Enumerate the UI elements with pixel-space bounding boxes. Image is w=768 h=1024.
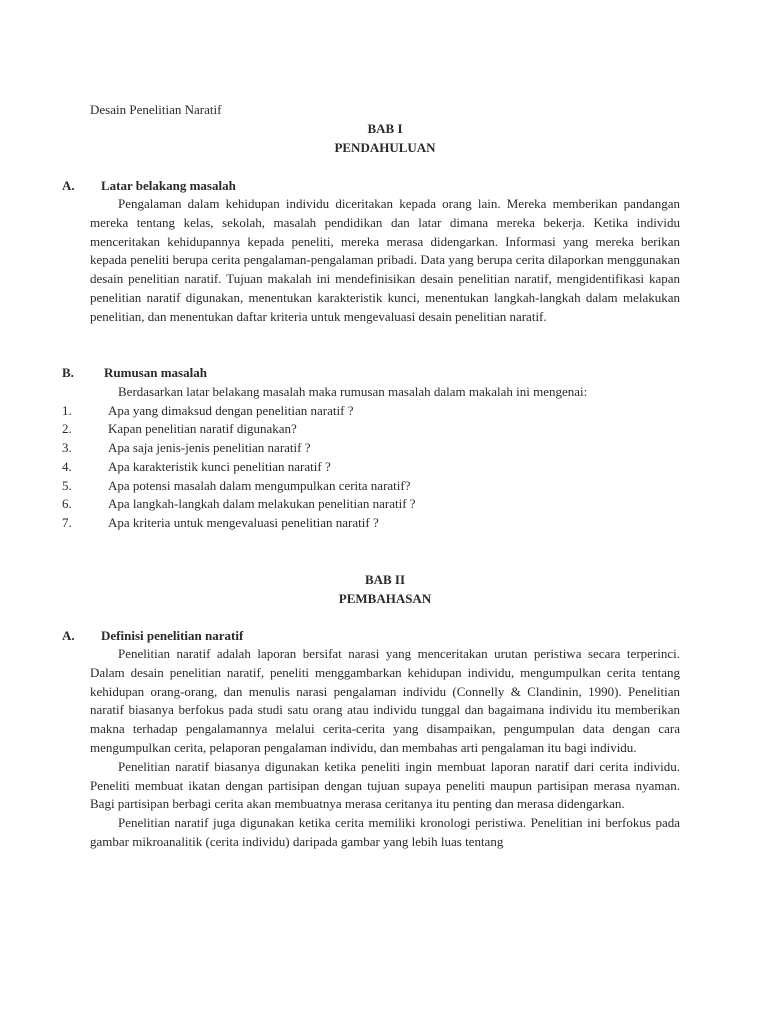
list-item-number: 4.	[62, 459, 72, 474]
bab1-subheading: PENDAHULUAN	[334, 140, 436, 155]
document-title: Desain Penelitian Naratif	[90, 102, 222, 117]
list-item-text: Apa karakteristik kunci penelitian naratif ?	[108, 459, 331, 474]
bab1-section-b-title: Rumusan masalah	[104, 365, 207, 380]
bab1-section-a-title: Latar belakang masalah	[101, 178, 236, 193]
bab2-section-a-marker: A.	[62, 628, 75, 643]
list-item-text: Apa yang dimaksud dengan penelitian naratif ?	[108, 403, 354, 418]
rumusan-intro: Berdasarkan latar belakang masalah maka rumusan masalah dalam makalah ini mengenai:	[118, 384, 588, 399]
latar-belakang-paragraph	[90, 195, 680, 327]
list-item-number: 5.	[62, 478, 72, 493]
definisi-body	[90, 645, 680, 852]
list-item-number: 1.	[62, 403, 72, 418]
latar-belakang-text: Pengalaman dalam kehidupan individu diceritakan kepada orang lain. Mereka memberikan pandangan mereka tentang kelas, sekolah, masalah pendidikan dan latar dimana mereka bekerja. Ketika individu menceritakan kehidupannya kepada peneliti, mereka merasa didengarkan. Informasi yang mereka berikan kepada peneliti berupa cerita pengalaman-pengalaman pribadi. Data yang berupa cerita dilaporkan menggunakan desain penelitian naratif. Tujuan makalah ini mendefinisikan desain penelitian naratif, mengidentifikasi kapan penelitian naratif digunakan, menentukan karakteristik kunci, menentukan langkah-langkah dalam melakukan penelitian, dan menentukan daftar kriteria untuk mengevaluasi desain penelitian naratif.	[90, 196, 680, 324]
list-item-text: Kapan penelitian naratif digunakan?	[108, 421, 297, 436]
list-item-text: Apa potensi masalah dalam mengumpulkan cerita naratif?	[108, 478, 411, 493]
bab2-subheading: PEMBAHASAN	[338, 591, 432, 606]
list-item-number: 7.	[62, 515, 72, 530]
definisi-paragraph-2: Penelitian naratif biasanya digunakan ketika peneliti ingin membuat laporan naratif dari cerita individu. Peneliti membuat ikatan dengan partisipan dengan tujuan supaya peneliti maupun partisipan merasa nyaman. Bagi partisipan berbagi cerita akan membuatnya merasa ceritanya itu penting dan merasa didengarkan.	[90, 758, 680, 812]
bab2-heading: BAB II	[364, 572, 406, 587]
definisi-paragraph-1: Penelitian naratif adalah laporan bersifat narasi yang menceritakan urutan peristiwa secara terperinci. Dalam desain penelitian naratif, peneliti menggambarkan kehidupan individu, mengumpulkan cerita tentang kehidupan orang-orang, dan menulis narasi pengalaman individu (Connelly & Clandinin, 1990). Penelitian naratif biasanya berfokus pada studi satu orang atau individu tunggal dan bagaimana individu itu memberikan makna terhadap pengalamannya melalui cerita-cerita yang disampaikan, pengumpulan data dengan cara mengumpulkan cerita, pelaporan pengalaman individu, dan membahas arti pengalaman itu bagi individu.	[90, 646, 680, 755]
bab2-section-a-title: Definisi penelitian naratif	[101, 628, 244, 643]
bab1-heading: BAB I	[367, 121, 403, 136]
list-item-text: Apa langkah-langkah dalam melakukan penelitian naratif ?	[108, 496, 416, 511]
list-item-text: Apa saja jenis-jenis penelitian naratif ?	[108, 440, 311, 455]
bab1-section-a-marker: A.	[62, 178, 75, 193]
list-item-text: Apa kriteria untuk mengevaluasi penelitian naratif ?	[108, 515, 379, 530]
list-item-number: 2.	[62, 421, 72, 436]
list-item-number: 3.	[62, 440, 72, 455]
bab1-section-b-marker: B.	[62, 365, 74, 380]
list-item-number: 6.	[62, 496, 72, 511]
definisi-paragraph-3: Penelitian naratif juga digunakan ketika cerita memiliki kronologi peristiwa. Penelitian ini berfokus pada gambar mikroanalitik (cerita individu) daripada gambar yang lebih luas tentang	[90, 815, 680, 849]
